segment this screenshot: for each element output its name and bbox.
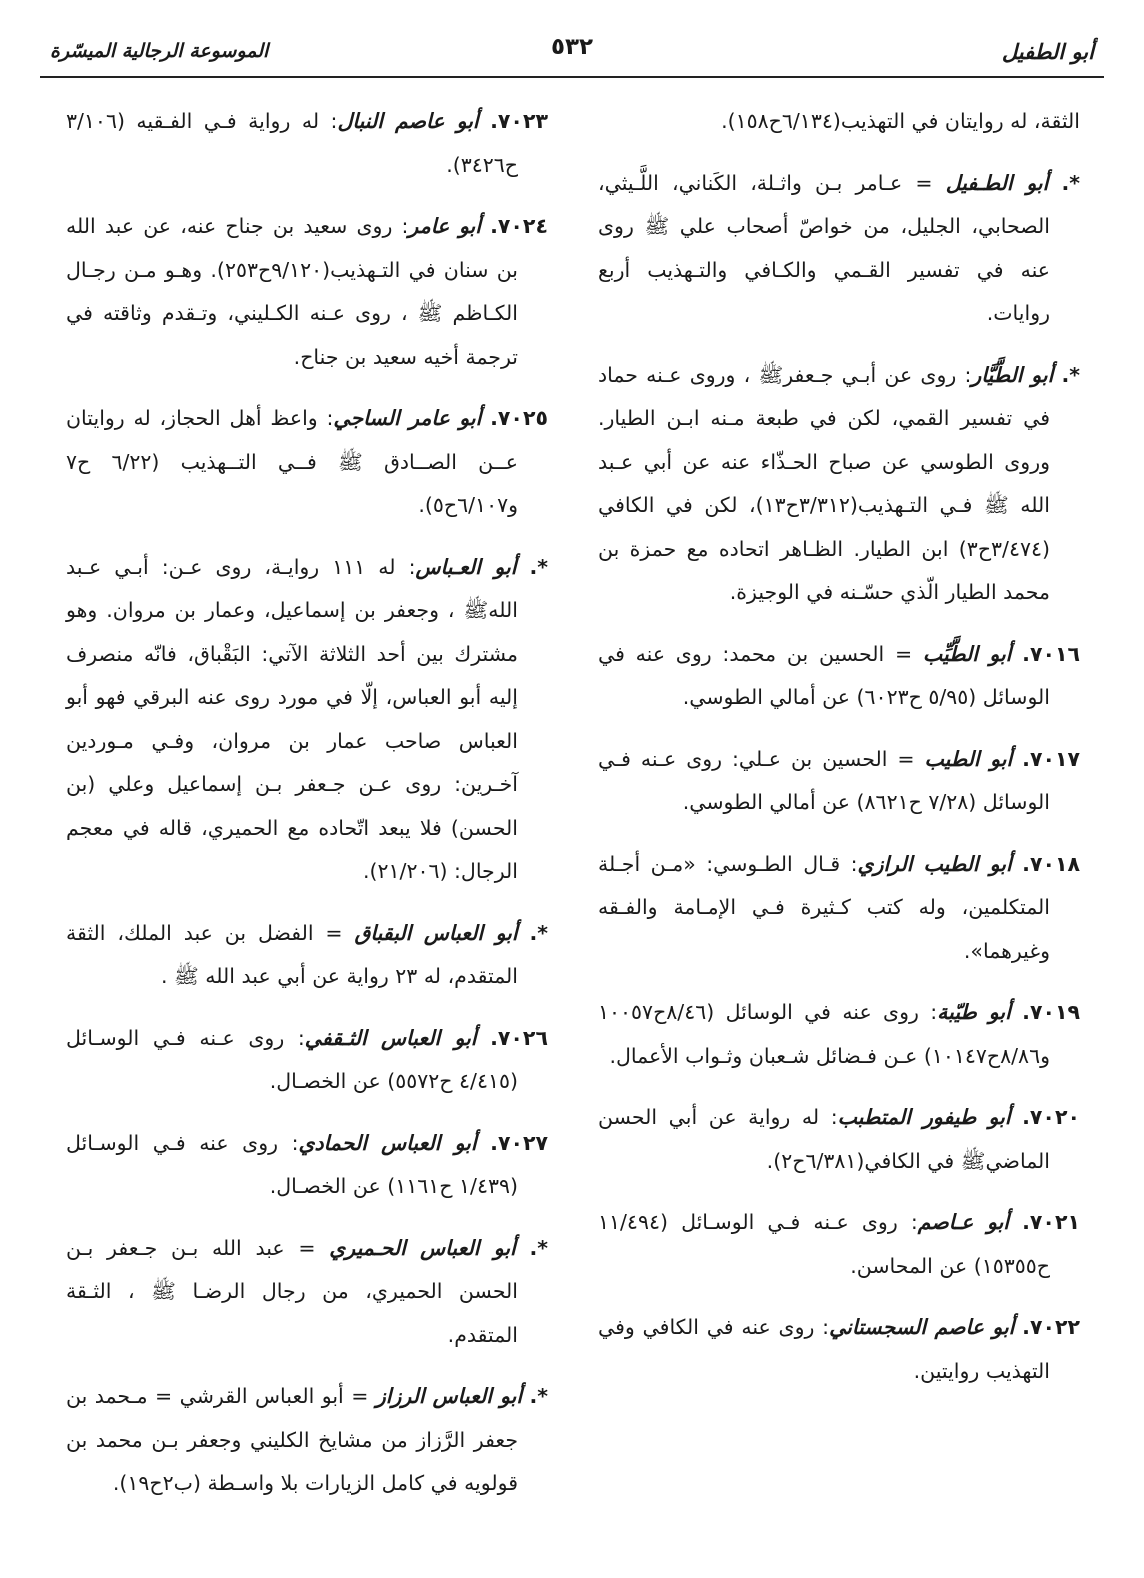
entry-text: روى عنه في الكافي وفي التهذيب روايتين. — [598, 1315, 1050, 1383]
entry-separator: = — [313, 920, 355, 945]
entry-text: روى عـنه فـي الوسـائل (٤/٤١٥ ح٥٥٧٢) عن الخصـال. — [66, 1025, 518, 1093]
entry — [66, 397, 548, 528]
entry-marker: *. — [1061, 170, 1080, 195]
entry-separator: : — [395, 554, 416, 579]
entry-name: أبو عاصم النبال — [337, 109, 479, 133]
entry-name: أبو الطـفيل — [945, 170, 1049, 195]
entry-separator: = — [884, 641, 923, 666]
entry-separator: : — [319, 109, 338, 133]
entry-name: أبو الطَّيَّار — [971, 362, 1054, 387]
entry-text: له رواية فـي الفـقيه (٣/١٠٦ ح٣٤٢٦). — [66, 109, 518, 177]
entry-text: الحسين بن عـلي: روى عـنه فـي الوسائل (٧/٢٨ ح٨٦٢١) عن أمالي الطوسي. — [598, 746, 1050, 814]
entry-text: واعظ أهل الحجاز، له روايتان عــن الصــادق ﷺ فــي التــهذيب (٦/٢٢ ح٧ و٦/١٠٧ح٥). — [66, 406, 518, 517]
entry — [66, 1017, 548, 1104]
entry-separator: = — [284, 1235, 330, 1260]
running-title: أبو الطفيل — [1001, 40, 1094, 64]
entry — [598, 1096, 1080, 1183]
entry-marker: *. — [529, 1235, 548, 1260]
entry-text: أبو العباس القرشي = مـحمد بن جعفر الرَّزاز من مشايخ الكليني وجعفر بـن محمد بن قولويه في كامل الزيارات بلا واسـطة (ب٢ح١٩). — [66, 1384, 518, 1495]
entry — [598, 1306, 1080, 1393]
entry — [598, 354, 1080, 615]
entry-separator: : — [814, 1315, 830, 1339]
entry-separator: : — [819, 1105, 838, 1129]
entry — [598, 633, 1080, 720]
entry-number: ٧٠١٧. — [1022, 746, 1080, 771]
entry — [66, 912, 548, 999]
entry-name: أبو طيّبة — [937, 1000, 1011, 1024]
entry-separator: : — [840, 851, 858, 876]
book-title: الموسوعة الرجالية الميسّرة — [50, 40, 269, 62]
entry-separator: : — [284, 1025, 305, 1050]
entry-name: أبو الطيب — [924, 746, 1013, 771]
entry-text: عبد الله بـن جـعفر بـن الحسن الحميري، من رجال الرضـا ﷺ ، الثـقة المتقدم. — [66, 1235, 518, 1347]
entry — [598, 1201, 1080, 1288]
entry-separator: = — [887, 746, 925, 771]
entry-name: أبو العـباس — [415, 554, 517, 579]
entry-number: ٧٠١٦. — [1022, 641, 1080, 666]
entry — [598, 162, 1080, 336]
entry-number: ٧٠٢٣. — [490, 109, 548, 133]
entry-name: أبو العباس البقباق — [354, 920, 518, 945]
entry-text: عـامر بـن واثـلة، الكَناني، اللَّـيثي، الصحابي، الجليل، من خواصّ أصحاب علي ﷺ روى عنه في تفسير القـمي والكـافي والتـهذيب أربع روايات. — [598, 170, 1050, 325]
entry-name: أبو طيفور المتطبب — [837, 1105, 1011, 1129]
entry-text: له ١١١ روايـة، روى عـن: أبـي عـبد اللهﷺ ، وجعفر بن إسماعيل، وعمار بن مروان. وهو مشترك بين أحد الثلاثة الآتي: البَقْباق، فانّه منصرف إليه أبو العباس، إلّا في مورد روى عنه البرقي فهو أبو العباس صاحب عمار بن مروان، وفـي مـوردين آخـرين: روى عـن جـعفر بـن إسماعيل وعلي (بن الحسن) فلا يبعد اتّحاده مع الحميري، قاله في معجم الرجال: (٢١/٢٠٦). — [66, 554, 518, 883]
entry-number: ٧٠٢٧. — [490, 1130, 548, 1155]
entry-number: ٧٠٢٥. — [490, 406, 548, 430]
entry — [598, 991, 1080, 1078]
entry — [66, 1227, 548, 1358]
entry-number: ٧٠٢٤. — [490, 214, 548, 238]
entry-name: أبو العباس الحـميري — [329, 1235, 516, 1260]
entry-number: ٧٠١٨. — [1022, 851, 1080, 876]
entry-separator: : — [317, 406, 334, 430]
entry-number: ٧٠٢١. — [1022, 1210, 1080, 1234]
entry-number: ٧٠٢٦. — [490, 1025, 548, 1050]
entry-text: له رواية عن أبي الحسن الماضيﷺ في الكافي(٦/٣٨١ح٢). — [598, 1105, 1050, 1173]
right-column — [598, 100, 1080, 1411]
entry-marker: *. — [529, 1384, 548, 1408]
entry-separator: : — [392, 214, 409, 238]
entry-separator: : — [278, 1130, 299, 1155]
entry-name: أبو الطيب الرازي — [857, 851, 1012, 876]
entry-separator: : — [956, 362, 972, 387]
entry — [66, 205, 548, 379]
entry — [598, 843, 1080, 974]
entry-name: أبو العباس الثـقفي — [304, 1025, 477, 1050]
entry-separator: = — [902, 170, 946, 195]
entry-name: أبو عامر الساجي — [333, 406, 482, 430]
entry-marker: *. — [529, 554, 548, 579]
entry-separator: : — [918, 1000, 938, 1024]
entry-text: روى عنه في الوسائل (٨/٤٦ح١٠٠٥٧ و٨/٨٦ح١٠١٤٧) عـن فـضائل شـعبان وثـواب الأعمال. — [598, 1000, 1050, 1068]
entry-text: قـال الطـوسي: «مـن أجـلة المتكلمين، وله كتب كـثيرة فـي الإمـامة والفـقه وغيرهما». — [598, 851, 1050, 963]
entry-text: الثقة، له روايتان في التهذيب(٦/١٣٤ح١٥٨). — [721, 109, 1080, 133]
entry — [598, 738, 1080, 825]
entry-name: أبو عامر — [408, 214, 481, 238]
page-number: ٥٣٢ — [550, 34, 594, 60]
entry — [66, 100, 548, 187]
entry-number: ٧٠٢٠. — [1022, 1105, 1080, 1129]
entry — [66, 546, 548, 894]
entry-text: روى سعيد بن جناح عنه، عن عبد الله بن سنان في التـهذيب(٩/١٢٠ح٢٥٣). وهـو مـن رجـال الكـاظم ﷺ ، روى عـنه الكـليني، وتـقدم وثاقته في ترجمة أخيه سعيد بن جناح. — [66, 214, 518, 369]
entry-text: روى عنه فـي الوسـائل (١/٤٣٩ ح١١٦١) عن الخصـال. — [66, 1130, 518, 1198]
entry — [598, 100, 1080, 144]
entry-number: ٧٠١٩. — [1022, 1000, 1080, 1024]
entry-text: الحسين بن محمد: روى عنه في الوسائل (٥/٩٥ ح٦٠٢٣) عن أمالي الطوسي. — [598, 641, 1050, 709]
entry-marker: *. — [1061, 362, 1080, 387]
page-header — [40, 30, 1104, 78]
entry-text: روى عـنه فـي الوسـائل (١١/٤٩٤ ح١٥٣٥٥) عن المحاسن. — [598, 1210, 1050, 1278]
entry-separator: = — [343, 1384, 376, 1408]
entry-text: الفضل بن عبد الملك، الثقة المتقدم، له ٢٣ رواية عن أبي عبد الله ﷺ . — [66, 920, 518, 988]
entry-name: أبو العباس الرزاز — [375, 1384, 523, 1408]
entry-name: أبو عـاصم — [917, 1210, 1010, 1234]
entry-name: أبو عاصم السجستاني — [829, 1315, 1015, 1339]
entry-number: ٧٠٢٢. — [1022, 1315, 1080, 1339]
entry-marker: *. — [529, 920, 548, 945]
entry-separator: : — [897, 1210, 918, 1234]
entry-text: روى عن أبـي جـعفرﷺ ، وروى عـنه حماد في تفسير القمي، لكن في طبعة مـنه ابـن الطيار. وروى الطوسي عن صباح الحـذّاء عنه عن أبي عـبد الله ﷺ فـي التـهذيب(٣/٣١٢ح١٣)، لكن في الكافي (٣/٤٧٤ح٣) ابن الطيار. الظـاهر اتحاده مع حمزة بن محمد الطيار الّذي حسّـنه في الوجيزة. — [598, 362, 1050, 604]
entry-name: أبو العباس الحمادي — [298, 1130, 477, 1155]
entry-name: أبو الطَّيِّب — [922, 641, 1012, 666]
entry — [66, 1375, 548, 1506]
entry — [66, 1122, 548, 1209]
left-column — [66, 100, 548, 1524]
